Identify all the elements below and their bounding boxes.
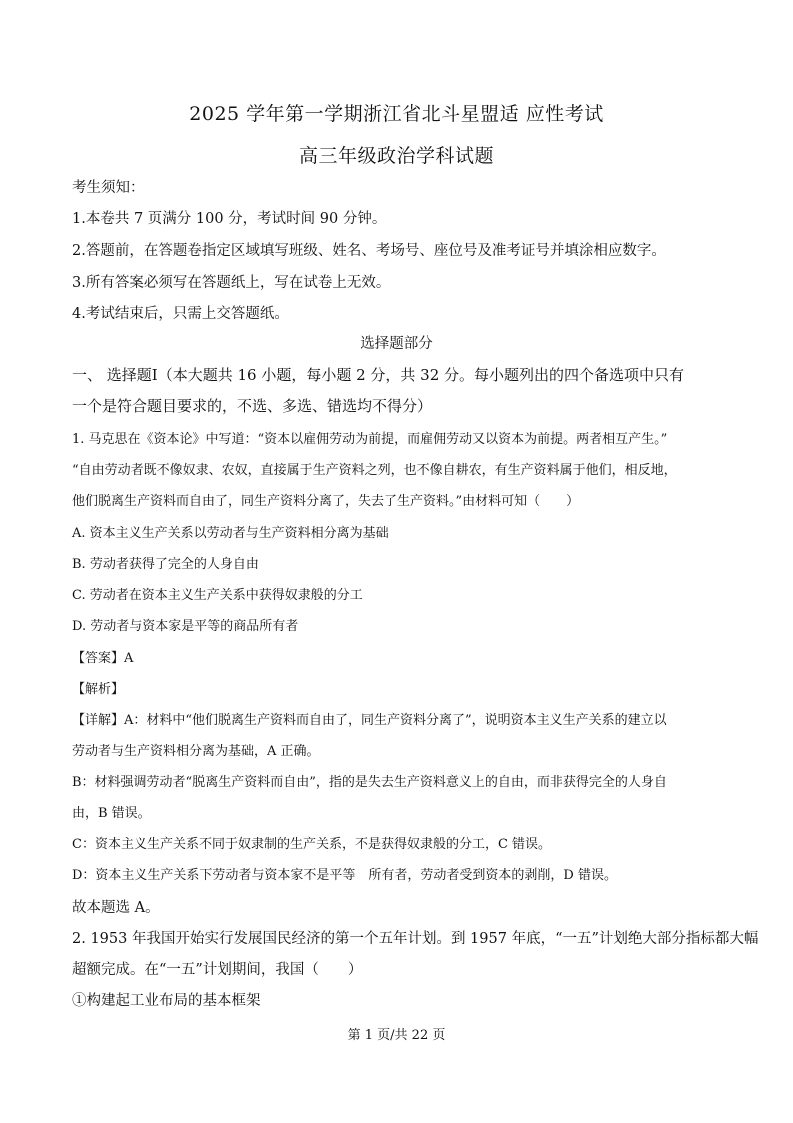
notice-item: 2.答题前，在答题卷指定区域填写班级、姓名、考场号、座位号及准考证号并填涂相应数字。 (72, 243, 666, 259)
section-intro: 一个是符合题目要求的，不选、多选、错选均不得分） (72, 397, 433, 415)
analysis-label: 【解析】 (72, 682, 125, 697)
analysis-detail: C：资本主义生产关系不同于奴隶制的生产关系，不是获得奴隶般的分工，C 错误。 (72, 837, 552, 852)
answer-label: 【答案】A (72, 651, 134, 666)
question-2-item: ①构建起工业布局的基本框架 (72, 993, 261, 1009)
question-1-option-a: A. 资本主义生产关系以劳动者与生产资料相分离为基础 (72, 526, 389, 541)
question-1-option-c: C. 劳动者在资本主义生产关系中获得奴隶般的分工 (72, 588, 363, 603)
analysis-detail: B：材料强调劳动者“脱离生产资料而自由”，指的是失去生产资料意义上的自由，而非获得完全的人身自 (72, 775, 667, 790)
question-1-option-d: D. 劳动者与资本家是平等的商品所有者 (72, 619, 299, 634)
notice-item: 1.本卷共 7 页满分 100 分，考试时间 90 分钟。 (72, 211, 387, 227)
section-title: 选择题部分 (360, 336, 433, 352)
question-2-stem: 超额完成。在“一五”计划期间，我国（ ） (72, 962, 363, 978)
question-1-stem: “自由劳动者既不像奴隶、农奴，直接属于生产资料之列，也不像自耕农，有生产资料属于他们，相反地， (72, 463, 677, 478)
exam-title: 2025 学年第一学期浙江省北斗星盟适 应性考试 (189, 103, 604, 125)
analysis-detail: 由，B 错误。 (72, 806, 151, 821)
analysis-detail: 劳动者与生产资料相分离为基础，A 正确。 (72, 744, 320, 759)
notice-item: 3.所有答案必须写在答题纸上，写在试卷上无效。 (72, 275, 391, 291)
question-1-stem: 1. 马克思在《资本论》中写道：“资本以雇佣劳动为前提，而雇佣劳动又以资本为前提。两者相互产生。” (72, 432, 668, 447)
question-1-stem: 他们脱离生产资料而自由了，同生产资料分离了，失去了生产资料。”由材料可知（ ） (72, 494, 580, 509)
analysis-detail: 【详解】A：材料中“他们脱离生产资料而自由了，同生产资料分离了”，说明资本主义生产关系的建立以 (72, 713, 667, 728)
section-intro: 一、 选择题Ⅰ（本大题共 16 小题，每小题 2 分，共 32 分。每小题列出的四个备选项中只有 (72, 366, 685, 384)
analysis-conclusion: 故本题选 A。 (72, 900, 160, 916)
question-1-option-b: B. 劳动者获得了完全的人身自由 (72, 557, 259, 572)
analysis-detail: D：资本主义生产关系下劳动者与资本家不是平等 所有者，劳动者受到资本的剥削，D 错误。 (72, 868, 617, 883)
notice-item: 4.考试结束后，只需上交答题纸。 (72, 306, 289, 322)
notice-heading: 考生须知： (72, 180, 145, 196)
exam-subtitle: 高三年级政治学科试题 (298, 145, 494, 167)
question-2-stem: 2. 1953 年我国开始实行发展国民经济的第一个五年计划。到 1957 年底，“一五”计划绝大部分指标都大幅 (72, 931, 759, 947)
page-number: 第 1 页/共 22 页 (347, 1028, 446, 1043)
